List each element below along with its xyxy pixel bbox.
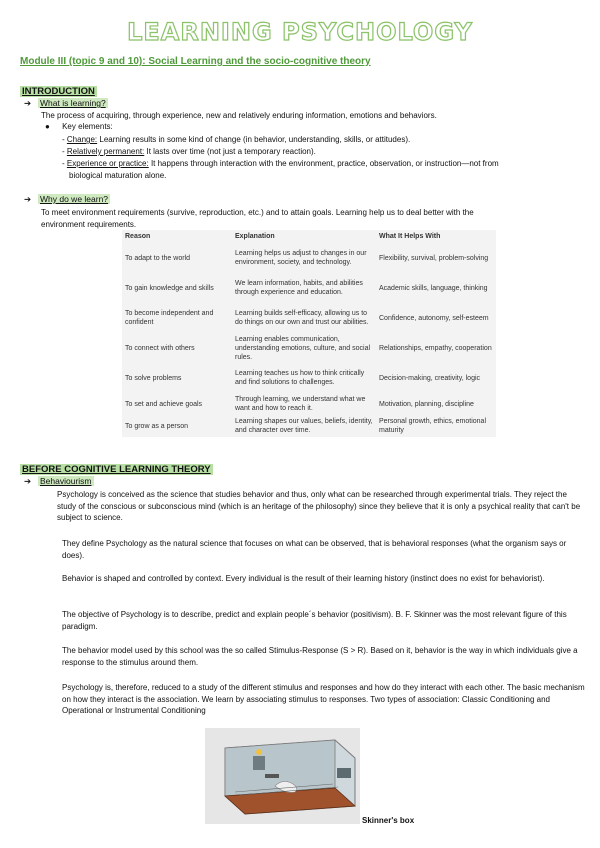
subheading-what-is-learning: ➔ What is learning? <box>24 98 106 108</box>
table-cell: To set and achieve goals <box>125 400 203 408</box>
module-heading: Module III (topic 9 and 10): Social Learning and the socio-cognitive theory <box>20 56 371 67</box>
table-cell: To gain knowledge and skills <box>125 284 214 292</box>
page-title: LEARNING PSYCHOLOGY <box>127 18 473 46</box>
element-continuation: biological maturation alone. <box>69 171 167 180</box>
table-header: Explanation <box>235 233 275 240</box>
skinner-box-illustration <box>205 728 360 824</box>
section-before-heading: BEFORE COGNITIVE LEARNING THEORY <box>22 464 211 475</box>
subheading-behaviourism: ➔ Behaviourism <box>24 476 92 486</box>
table-row <box>122 243 496 273</box>
skinner-box-figure <box>205 728 360 824</box>
table-cell: Confidence, autonomy, self-esteem <box>379 314 489 322</box>
subheading-why-learn: ➔ Why do we learn? <box>24 194 109 204</box>
table-header-row <box>122 230 496 243</box>
figure-caption: Skinner's box <box>362 816 415 825</box>
table-cell: Learning helps us adjust to changes in our environment, society, and technology. <box>235 250 367 266</box>
table-cell: Personal growth, ethics, emotional maturity <box>379 418 486 434</box>
table-cell: Learning enables communication, understanding emotions, culture, and social rules. <box>235 335 371 361</box>
table-cell: To adapt to the world <box>125 254 190 262</box>
arrow-right-icon: ➔ <box>24 98 32 108</box>
paragraph: The behavior model used by this school was the so called Stimulus-Response (S > R). Based on it, behavior is the way in which individuals give a response to the stimulus around them. <box>62 646 578 667</box>
table-cell: Motivation, planning, discipline <box>379 400 474 408</box>
table-cell: Academic skills, language, thinking <box>379 284 488 292</box>
why-text-line2: environment requirements. <box>41 220 137 229</box>
bullet-icon: ● <box>45 122 50 131</box>
table-cell: Learning shapes our values, beliefs, identity, and character over time. <box>235 418 373 434</box>
table-cell: To become independent and confident <box>125 310 214 326</box>
table-row <box>122 303 496 333</box>
key-elements-item: ● Key elements: <box>45 122 113 131</box>
table-row <box>122 333 496 363</box>
paragraph: The objective of Psychology is to describe, predict and explain people´s behavior (positivism). B. F. Skinner was the most relevant figure of this paradigm. <box>62 610 567 631</box>
table-cell: To grow as a person <box>125 422 189 430</box>
table-cell: To connect with others <box>125 344 195 352</box>
table-cell: Learning builds self-efficacy, allowing us to do things on our own and trust our abilities. <box>235 310 369 326</box>
table-row <box>122 415 496 437</box>
table-cell: Learning teaches us how to think critically and find solutions to challenges. <box>235 370 365 386</box>
table-cell: Flexibility, survival, problem-solving <box>379 254 489 262</box>
element-item: - Experience or practice: It happens through interaction with the environment, practice, observation, or instruction—not from <box>62 159 499 168</box>
table-cell: Relationships, empathy, cooperation <box>379 344 492 352</box>
table-cell: Decision-making, creativity, logic <box>379 374 481 382</box>
table-row <box>122 273 496 303</box>
definition-text: The process of acquiring, through experience, new and relatively enduring information, emotions and behaviors. <box>41 111 437 120</box>
arrow-right-icon: ➔ <box>24 194 32 204</box>
section-introduction-heading: INTRODUCTION <box>22 86 95 97</box>
table-cell: To solve problems <box>125 374 182 382</box>
element-item: - Change: Learning results in some kind of change (in behavior, understanding, skills, or attitudes). <box>62 135 411 144</box>
why-text-line1: To meet environment requirements (survive, reproduction, etc.) and to attain goals. Learning help us to deal better with the <box>41 208 474 217</box>
paragraph: They define Psychology as the natural science that focuses on what can be observed, that is behavioral responses (what the organism says or does). <box>62 539 567 560</box>
paragraph: Psychology is conceived as the science that studies behavior and thus, only what can be researched through experimental trials. They reject the study of the conscious or subconscious mind (which is an heritage of the philosophy) since they believe that it is only a psychical reality that can't be subject to science. <box>57 490 581 522</box>
element-item: - Relatively permanent: It lasts over time (not just a temporary reaction). <box>62 147 316 156</box>
paragraph: Behavior is shaped and controlled by context. Every individual is the result of their learning history (instinct does no exist for behaviorist). <box>62 574 545 583</box>
arrow-right-icon: ➔ <box>24 476 32 486</box>
table-cell: We learn information, habits, and abilities through experience and education. <box>235 280 363 296</box>
table-row <box>122 393 496 415</box>
table-header: What It Helps With <box>379 233 441 240</box>
reasons-table <box>122 230 496 437</box>
table-row <box>122 363 496 393</box>
table-cell: Through learning, we understand what we want and how to reach it. <box>235 396 366 412</box>
table-header: Reason <box>125 233 151 240</box>
paragraph: Psychology is, therefore, reduced to a study of the different stimulus and responses and how do they interact with each other. The basic mechanism on how they interact is the association. We learn by associating stimulus to responses. Two types of association: Classic Conditioning and Operational or Instrumental Conditioning <box>62 683 585 715</box>
